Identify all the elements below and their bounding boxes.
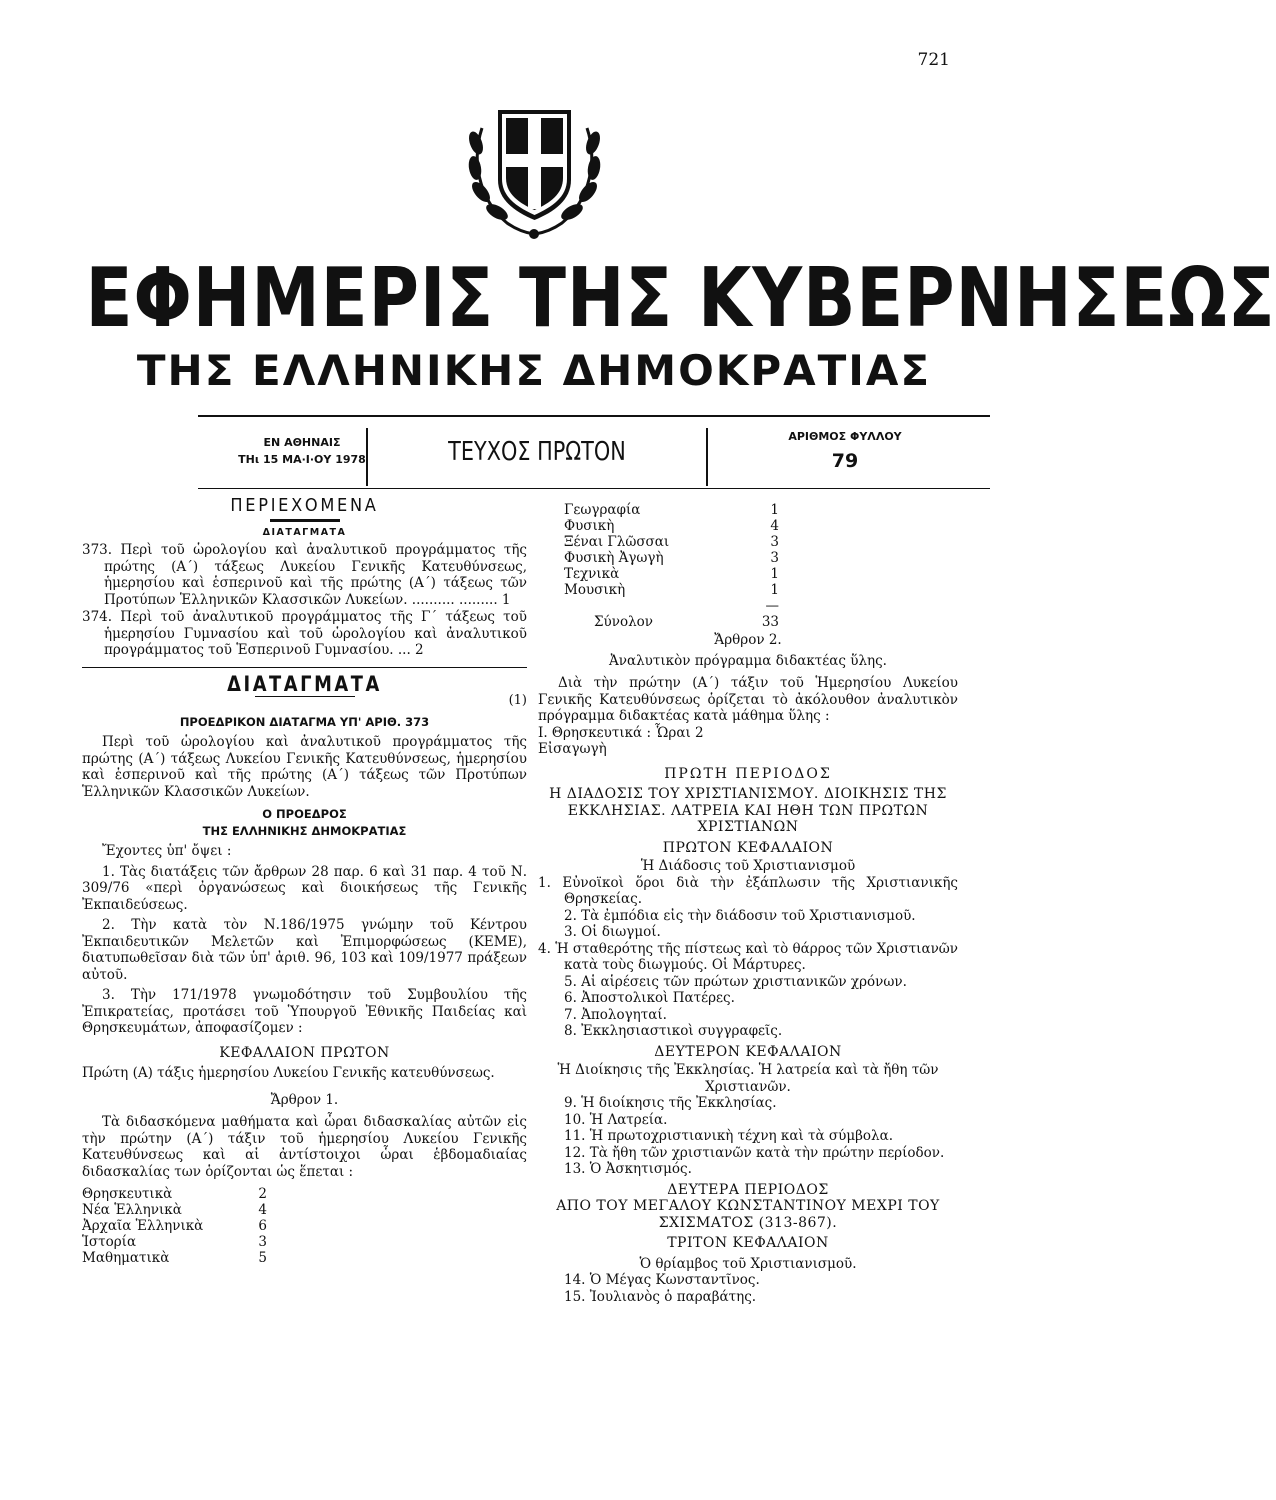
subject-row xyxy=(564,582,779,598)
total-label: Σύνολον xyxy=(594,614,653,630)
article-1-text: Τὰ διδασκόμενα μαθήματα καὶ ὧραι διδασκαλίας αὐτῶν εἰς τὴν πρώτην (Α΄) τάξιν τοῦ ἡμερησίου Λυκείου Γενικῆς Κατευθύνσεως καὶ αἱ ἀντίστοιχοι ὧραι ἑβδομαδιαίας διδασκαλίας των ὁρίζονται ὡς ἕπεται : xyxy=(82,1114,527,1180)
subject-name: Φυσικὴ xyxy=(564,518,615,534)
left-column xyxy=(82,495,527,1266)
subject-row xyxy=(564,566,779,582)
page-number: 721 xyxy=(917,50,950,70)
header-divider-left xyxy=(366,428,368,486)
list-item: 13. Ὁ Ἀσκητισμός. xyxy=(564,1161,692,1177)
decree-marker: (1) xyxy=(508,693,527,708)
contents-item: 373. Περὶ τοῦ ὡρολογίου καὶ ἀναλυτικοῦ προγράμματος τῆς πρώτης (Α΄) τάξεως Λυκείου Γενικῆς Κατευθύνσεως, ἡμερησίου καὶ ἑσπερινοῦ καὶ τῆς πρώτης (Α΄) τάξεως τῶν Προτύπων Ἑλληνικῶν Κλασσικῶν Λυκείων. .......... ......... 1 xyxy=(82,542,527,608)
subject-name: Θρησκευτικὰ xyxy=(82,1186,173,1202)
article-1-heading: Ἄρθρον 1. xyxy=(270,1091,339,1108)
subject-row xyxy=(564,502,779,518)
article-2-heading: Ἄρθρον 2. xyxy=(714,632,782,648)
subject-hours: 3 xyxy=(258,1234,267,1250)
subject-hours: 3 xyxy=(770,534,779,550)
list-item: 3. Οἱ διωγμοί. xyxy=(564,924,661,940)
subject-hours: 4 xyxy=(770,518,779,534)
subject-hours: 1 xyxy=(770,582,779,598)
chapter-heading: ΚΕΦΑΛΑΙΟΝ ΠΡΩΤΟΝ xyxy=(219,1044,390,1061)
gazette-subtitle: ΤΗΣ ΕΛΛΗΝΙΚΗΣ ΔΗΜΟΚΡΑΤΙΑΣ xyxy=(136,346,932,395)
list-item: 9. Ἡ διοίκησις τῆς Ἐκκλησίας. xyxy=(564,1095,777,1111)
subject-row xyxy=(82,1218,267,1234)
introduction: Εἰσαγωγὴ xyxy=(538,741,607,757)
total-value: 33 xyxy=(761,614,779,630)
subject-hours: 4 xyxy=(258,1202,267,1218)
contents-item: 374. Περὶ τοῦ ἀναλυτικοῦ προγράμματος τῆς Γ΄ τάξεως τοῦ ἡμερησίου Γυμνασίου καὶ τοῦ ὡρολογίου καὶ ἀναλυτικοῦ προγράμματος τοῦ Ἑσπερινοῦ Γυμνασίου. ... 2 xyxy=(82,609,527,658)
subject-row xyxy=(82,1234,267,1250)
list-item: 1. Εὐνοϊκοὶ ὅροι διὰ τὴν ἐξάπλωσιν τῆς Χριστιανικῆς Θρησκείας. xyxy=(538,874,958,907)
total-row xyxy=(564,614,779,630)
list-item: 8. Ἐκκλησιαστικοὶ συγγραφεῖς. xyxy=(564,1023,783,1039)
section-divider xyxy=(82,667,527,668)
period-1-title: Η ΔΙΑΔΟΣΙΣ ΤΟΥ ΧΡΙΣΤΙΑΝΙΣΜΟΥ. ΔΙΟΙΚΗΣΙΣ ΤΗΣ ΕΚΚΛΗΣΙΑΣ. ΛΑΤΡΕΙΑ ΚΑΙ ΗΘΗ ΤΩΝ ΠΡΩΤΩΝ ΧΡΙΣΤΙΑΝΩΝ xyxy=(549,786,947,835)
contents-subheading xyxy=(82,519,527,542)
president-line-2: ΤΗΣ ΕΛΛΗΝΙΚΗΣ ΔΗΜΟΚΡΑΤΙΑΣ xyxy=(202,823,407,838)
gazette-title: ΕΦΗΜΕΡΙΣ ΤΗΣ ΚΥΒΕΡΝΗΣΕΩΣ xyxy=(85,251,1276,346)
recital-2: 2. Τὴν κατὰ τὸν Ν.186/1975 γνώμην τοῦ Κέντρου Ἐκπαιδευτικῶν Μελετῶν καὶ Ἐπιμορφώσεως (ΚΕΜΕ), διατυπωθεῖσαν διὰ τῶν ὑπ' ἀριθ. 96, 103 καὶ 109/1977 πράξεων αὐτοῦ. xyxy=(82,917,527,983)
subject-row xyxy=(564,534,779,550)
period-1-heading: ΠΡΩΤΗ ΠΕΡΙΟΔΟΣ xyxy=(664,765,832,782)
recital-3: 3. Τὴν 171/1978 γνωμοδότησιν τοῦ Συμβουλίου τῆς Ἐπικρατείας, προτάσει τοῦ Ὑπουργοῦ Ἐθνικῆς Παιδείας καὶ Θρησκευμάτων, ἀποφασίζομεν : xyxy=(82,987,527,1036)
subject-hours: 1 xyxy=(770,566,779,582)
president-line-1: Ο ΠΡΟΕΔΡΟΣ xyxy=(262,807,347,821)
chapter-1-title: Ἡ Διάδοσις τοῦ Χριστιανισμοῦ xyxy=(640,858,856,874)
header-rule-bottom xyxy=(198,488,990,489)
header-date: ΤΗι 15 ΜΑ·Ι·ΟΥ 1978 xyxy=(238,453,366,466)
subject-name: Μαθηματικὰ xyxy=(82,1250,170,1266)
subjects-table-left xyxy=(82,1186,267,1266)
subject-hours: 5 xyxy=(258,1250,267,1266)
subject-hours: 3 xyxy=(770,550,779,566)
list-item: 10. Ἡ Λατρεία. xyxy=(564,1111,668,1128)
article-2-title: Ἀναλυτικὸν πρόγραμμα διδακτέας ὕλης. xyxy=(609,652,887,669)
header-sheet xyxy=(710,430,980,472)
subject-row xyxy=(564,518,779,534)
period-2-title: ΑΠΟ ΤΟΥ ΜΕΓΑΛΟΥ ΚΩΝΣΤΑΝΤΙΝΟΥ ΜΕΧΡΙ ΤΟΥ ΣΧΙΣΜΑΤΟΣ (313-867). xyxy=(556,1198,940,1231)
subject-name: Τεχνικὰ xyxy=(564,566,620,582)
list-item: 12. Τὰ ἤθη τῶν χριστιανῶν κατὰ τὴν πρώτην περίοδον. xyxy=(564,1144,945,1161)
decree-title: ΠΡΟΕΔΡΙΚΟΝ ΔΙΑΤΑΓΜΑ ΥΠ' ΑΡΙΘ. 373 xyxy=(179,714,430,729)
decree-subject: Περὶ τοῦ ὡρολογίου καὶ ἀναλυτικοῦ προγράμματος τῆς πρώτης (Α΄) τάξεως Λυκείου Γενικῆς Κατευθύνσεως, ἡμερησίου καὶ ἑσπερινοῦ καὶ τῆς πρώτης (Α΄) τάξεως τῶν Προτύπων Ἑλληνικῶν Κλασσικῶν Λυκείων. xyxy=(82,734,527,800)
subject-name: Νέα Ἑλληνικὰ xyxy=(82,1202,182,1218)
list-item: 2. Τὰ ἐμπόδια εἰς τὴν διάδοσιν τοῦ Χριστιανισμοῦ. xyxy=(564,907,916,924)
subject-hours: 1 xyxy=(770,502,779,518)
subject-hours: 2 xyxy=(258,1186,267,1202)
religion-line: Ι. Θρησκευτικά : Ὧραι 2 xyxy=(538,724,704,741)
list-item: 14. Ὁ Μέγας Κωνσταντῖνος. xyxy=(564,1272,760,1288)
header-place-date xyxy=(232,434,372,468)
subjects-table-right xyxy=(564,502,779,630)
subject-name: Γεωγραφία xyxy=(564,502,641,518)
subject-row xyxy=(82,1202,267,1218)
decrees-heading: ΔΙΑΤΑΓΜΑΤΑ xyxy=(227,671,382,696)
chapter-1-heading: ΠΡΩΤΟΝ ΚΕΦΑΛΑΙΟΝ xyxy=(662,839,834,856)
subject-name: Μουσικὴ xyxy=(564,582,626,598)
subject-hours: 6 xyxy=(258,1218,267,1234)
subject-name: Φυσικὴ Ἀγωγὴ xyxy=(564,550,664,566)
list-item: 6. Ἀποστολικοὶ Πατέρες. xyxy=(564,990,735,1006)
total-rule: — xyxy=(765,598,779,614)
header-rule-top xyxy=(198,415,990,417)
list-item: 5. Αἱ αἱρέσεις τῶν πρώτων χριστιανικῶν χρόνων. xyxy=(564,973,907,990)
having-regard: Ἔχοντες ὑπ' ὄψει : xyxy=(102,843,232,859)
coat-of-arms-emblem xyxy=(462,88,607,240)
sheet-label: ΑΡΙΘΜΟΣ ΦΥΛΛΟΥ xyxy=(788,430,902,443)
subject-name: Ἀρχαῖα Ἑλληνικὰ xyxy=(82,1218,204,1234)
subject-row xyxy=(82,1250,267,1266)
right-column xyxy=(538,498,958,1305)
article-2-text: Διὰ τὴν πρώτην (Α΄) τάξιν τοῦ Ἡμερησίου Λυκείου Γενικῆς Κατευθύνσεως ὁρίζεται τὸ ἀκόλουθον ἀναλυτικὸν πρόγραμμα διδακτέας κατὰ μάθημα ὕλης : xyxy=(538,675,958,724)
header-divider-right xyxy=(706,428,708,486)
subject-row xyxy=(564,550,779,566)
chapter-subtitle: Πρώτη (Α) τάξις ἡμερησίου Λυκείου Γενικῆς κατευθύνσεως. xyxy=(82,1065,495,1081)
header-place: ΕΝ ΑΘΗΝΑΙΣ xyxy=(263,436,341,449)
list-item: 11. Ἡ πρωτοχριστιανικὴ τέχνη καὶ τὰ σύμβολα. xyxy=(564,1128,894,1144)
subject-name: Ἱστορία xyxy=(82,1234,137,1250)
ornament-rule xyxy=(270,519,340,522)
subject-row xyxy=(82,1186,267,1202)
header-issue: ΤΕΥΧΟΣ ΠΡΩΤΟΝ xyxy=(448,437,626,467)
chapter-3-heading: ΤΡΙΤΟΝ ΚΕΦΑΛΑΙΟΝ xyxy=(667,1235,829,1251)
list-item: 15. Ἰουλιανὸς ὁ παραβάτης. xyxy=(564,1288,757,1305)
recital-1: 1. Τὰς διατάξεις τῶν ἄρθρων 28 παρ. 6 καὶ 31 παρ. 4 τοῦ Ν. 309/76 «περὶ ὀργανώσεως καὶ διοικήσεως τῆς Γενικῆς Ἐκπαιδεύσεως. xyxy=(82,863,527,913)
list-item: 7. Ἀπολογηταί. xyxy=(564,1006,667,1023)
chapter-2-heading: ΔΕΥΤΕΡΟΝ ΚΕΦΑΛΑΙΟΝ xyxy=(654,1043,842,1060)
subject-name: Ξέναι Γλῶσσαι xyxy=(564,534,670,550)
list-item: 4. Ἡ σταθερότης τῆς πίστεως καὶ τὸ θάρρος τῶν Χριστιανῶν κατὰ τοὺς διωγμούς. Οἱ Μάρτυρες. xyxy=(538,940,958,973)
contents-subheading-text: ΔΙΑΤΑΓΜΑΤΑ xyxy=(262,526,347,538)
chapter-3-title: Ὁ θρίαμβος τοῦ Χριστιανισμοῦ. xyxy=(639,1255,857,1272)
period-2-heading: ΔΕΥΤΕΡΑ ΠΕΡΙΟΔΟΣ xyxy=(667,1181,829,1198)
contents-heading: ΠΕΡΙΕΧΟΜΕΝΑ xyxy=(230,495,379,516)
sheet-number: 79 xyxy=(831,450,859,472)
total-rule-row xyxy=(564,598,779,614)
chapter-2-title: Ἡ Διοίκησις τῆς Ἐκκλησίας. Ἡ λατρεία καὶ τὰ ἤθη τῶν Χριστιανῶν. xyxy=(557,1062,939,1095)
